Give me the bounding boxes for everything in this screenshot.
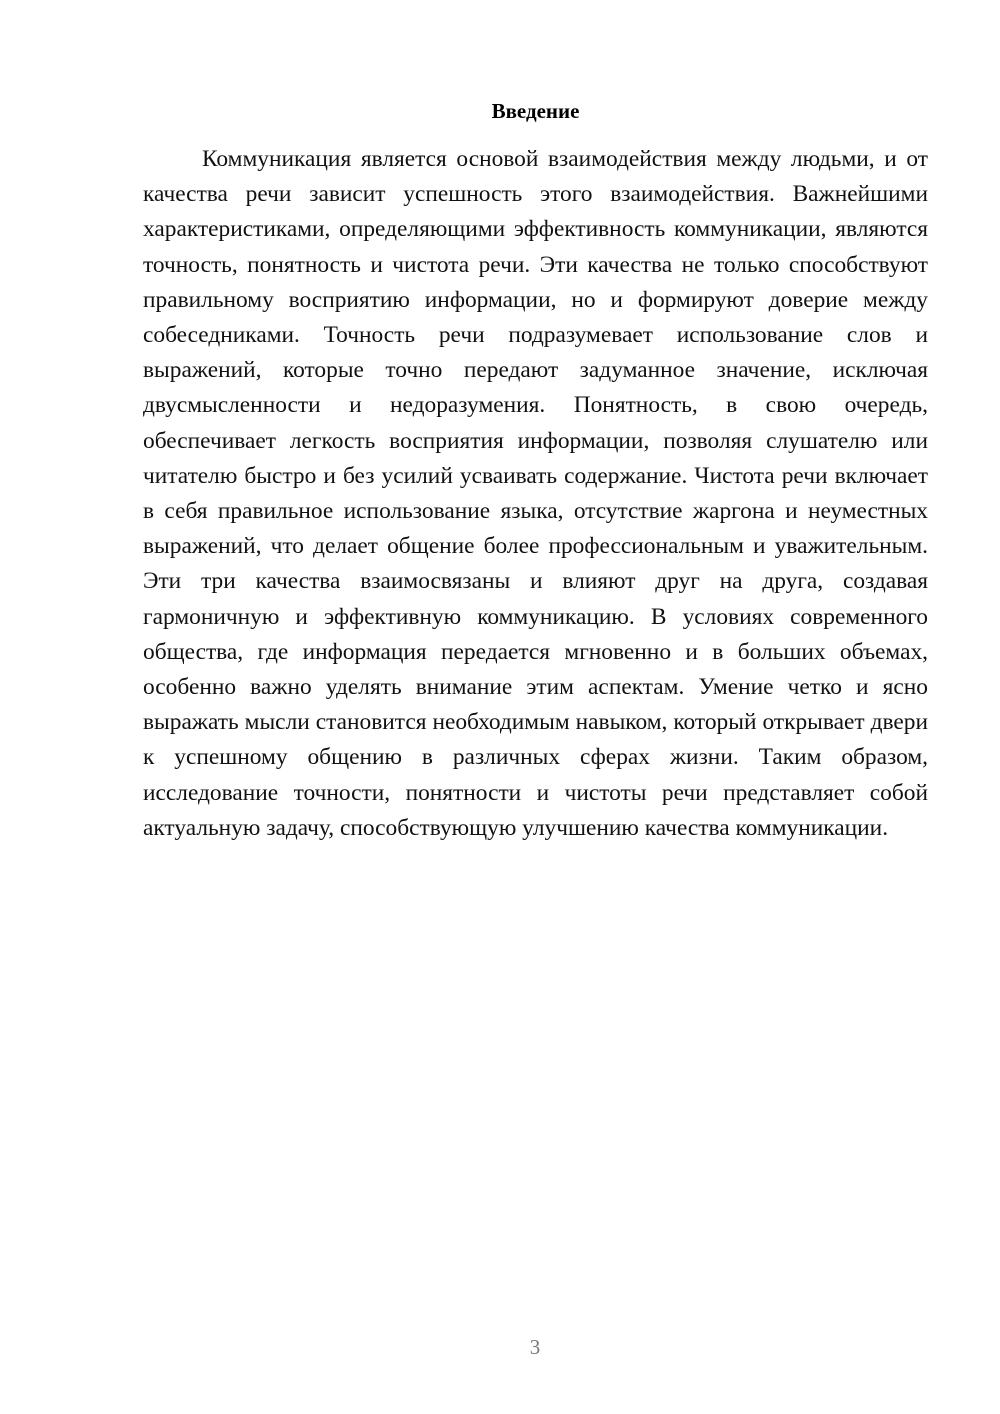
page-number: 3 bbox=[529, 1335, 541, 1359]
body-paragraph: Коммуникация является основой взаимодействия между людьми, и от качества речи зависит успешность этого взаимодействия. Важнейшими характеристиками, определяющими эффективность коммуникации, являются точность, понятность и чистота речи. Эти качества не только способствуют правильному восприятию информации, но и формируют доверие между собеседниками. Точность речи подразумевает использование слов и выражений, которые точно передают задуманное значение, исключая двусмысленности и недоразумения. Понятность, в свою очередь, обеспечивает легкость восприятия информации, позволяя слушателю или читателю быстро и без усилий усваивать содержание. Чистота речи включает в себя правильное использование языка, отсутствие жаргона и неуместных выражений, что делает общение более профессиональным и уважительным. Эти три качества взаимосвязаны и влияют друг на друга, создавая гармоничную и эффективную коммуникацию. В условиях современного общества, где информация передается мгновенно и в больших объемах, особенно важно уделять внимание этим аспектам. Умение четко и ясно выражать мысли становится необходимым навыком, который открывает двери к успешному общению в различных сферах жизни. Таким образом, исследование точности, понятности и чистоты речи представляет собой актуальную задачу, способствующую улучшению качества коммуникации. bbox=[143, 146, 928, 841]
section-heading: Введение bbox=[491, 99, 580, 123]
